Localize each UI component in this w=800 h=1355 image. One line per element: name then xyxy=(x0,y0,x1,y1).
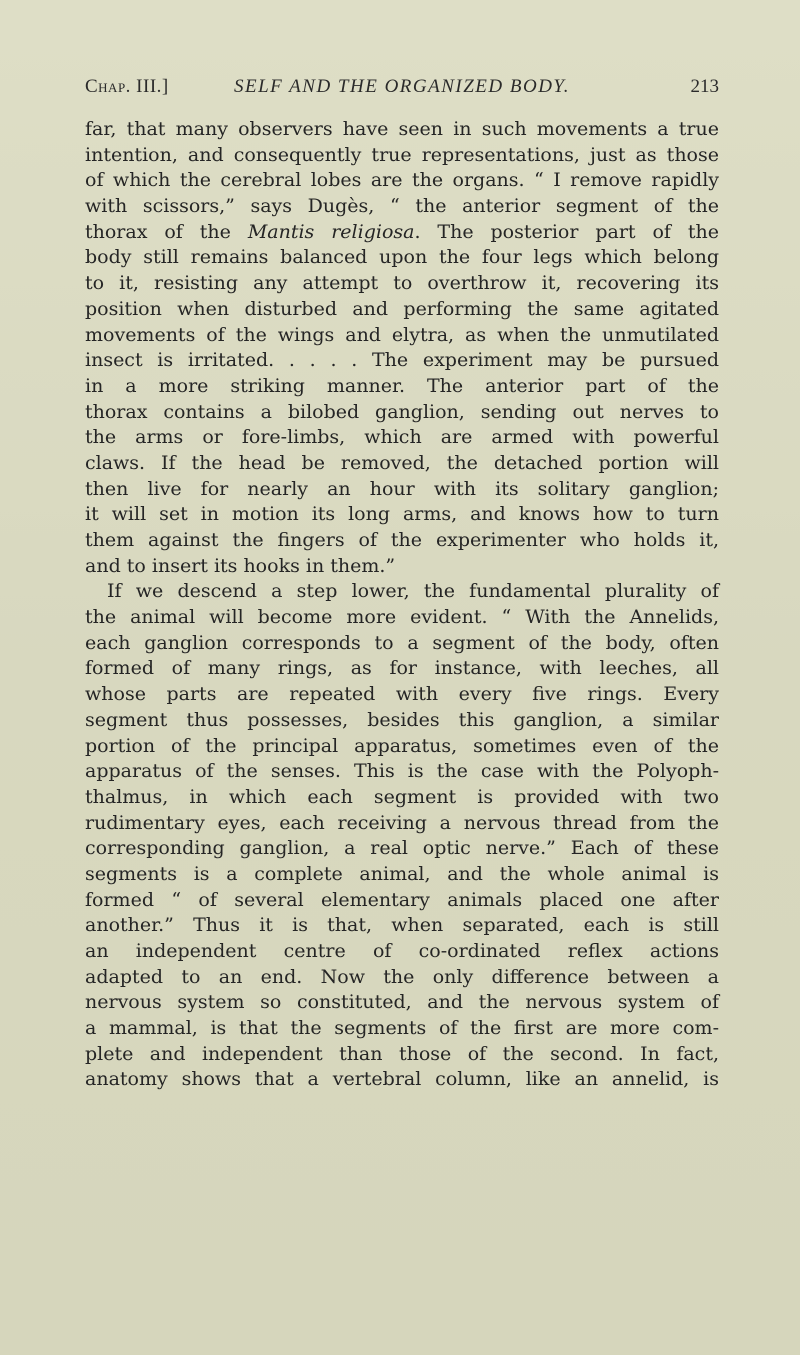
text-line: portion of the principal apparatus, sometimes even of the xyxy=(85,734,719,757)
text-line: a mammal, is that the segments of the first are more com- xyxy=(85,1017,719,1040)
text-line: plete and independent than those of the second. In fact, xyxy=(85,1042,719,1065)
text-line: in a more striking manner. The anterior part of the xyxy=(85,374,719,397)
text-line: intention, and consequently true representations, just as those xyxy=(85,143,719,166)
text-line: and to insert its hooks in them.” xyxy=(85,554,396,577)
text-line: formed of many rings, as for instance, with leeches, all xyxy=(85,657,719,680)
text-line: corresponding ganglion, a real optic nerve.” Each of these xyxy=(85,837,719,860)
text-line: claws. If the head be removed, the detached portion will xyxy=(85,451,719,474)
text-line: insect is irritated. . . . . The experiment may be pursued xyxy=(85,349,719,372)
text-line: thalmus, in which each segment is provided with two xyxy=(85,785,719,808)
text-line: an independent centre of co-ordinated reflex actions xyxy=(85,940,719,962)
text-line: whose parts are repeated with every five rings. Every xyxy=(85,683,719,706)
text-line: with scissors,” says Dugès, “ the anterior segment of the xyxy=(85,195,719,218)
text-line: segments is a complete animal, and the whole animal is xyxy=(85,862,719,885)
text-line: another.” Thus it is that, when separated, each is still xyxy=(85,914,719,937)
text-line: the animal will become more evident. “ With the Annelids, xyxy=(85,606,719,629)
text-line: apparatus of the senses. This is the case with the Polyoph- xyxy=(85,760,719,783)
text-line: them against the fingers of the experimenter who holds it, xyxy=(85,529,719,551)
text-line: formed “ of several elementary animals placed one after xyxy=(85,888,719,911)
text-line: to it, resisting any attempt to overthrow it, recovering its xyxy=(85,272,719,295)
body-text xyxy=(85,117,719,1093)
text-line: thorax of the Mantis religiosa. The posterior part of the xyxy=(85,220,719,243)
text-line: segment thus possesses, besides this ganglion, a similar xyxy=(85,708,719,731)
text-line: anatomy shows that a vertebral column, like an annelid, is xyxy=(85,1068,719,1091)
chapter-label: Chap. III.] xyxy=(85,76,169,97)
text-line: nervous system so constituted, and the nervous system of xyxy=(85,991,719,1014)
text-line: rudimentary eyes, each receiving a nervous thread from the xyxy=(85,811,719,834)
text-line: it will set in motion its long arms, and knows how to turn xyxy=(85,503,719,526)
text-line: thorax contains a bilobed ganglion, sending out nerves to xyxy=(85,400,719,423)
text-line: each ganglion corresponds to a segment of the body, often xyxy=(85,631,719,654)
running-header xyxy=(85,76,719,104)
text-line: adapted to an end. Now the only difference between a xyxy=(85,965,719,988)
text-line: movements of the wings and elytra, as when the unmutilated xyxy=(85,323,719,346)
text-line: the arms or fore-limbs, which are armed with powerful xyxy=(85,426,719,449)
text-line: of which the cerebral lobes are the organs. “ I remove rapidly xyxy=(85,169,719,192)
text-line: then live for nearly an hour with its solitary ganglion; xyxy=(85,477,719,500)
text-line: body still remains balanced upon the four legs which belong xyxy=(85,246,719,269)
running-title: SELF AND THE ORGANIZED BODY. xyxy=(234,76,570,97)
text-line: If we descend a step lower, the fundamental plurality of xyxy=(107,580,719,603)
page-number: 213 xyxy=(690,76,719,97)
text-line: far, that many observers have seen in such movements a true xyxy=(85,118,719,140)
italic-text: Mantis religiosa xyxy=(247,220,415,243)
text-line: position when disturbed and performing the same agitated xyxy=(85,297,719,320)
